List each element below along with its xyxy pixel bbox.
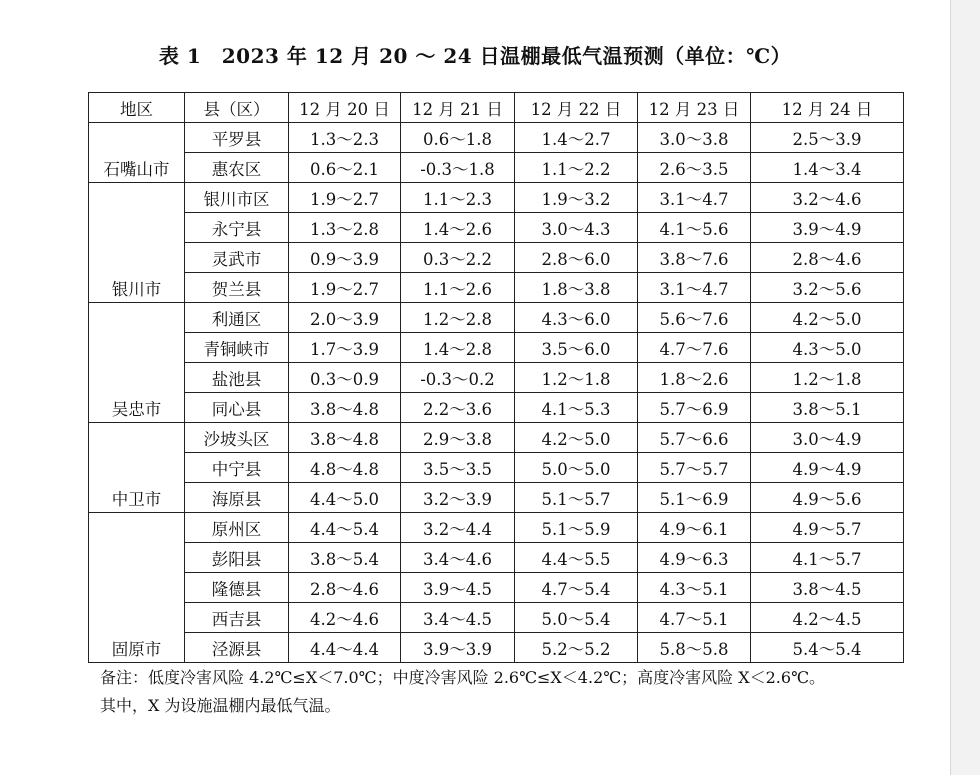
table-row [89,543,904,573]
region-name-cell: 吴忠市 [89,303,185,423]
table-row [89,243,904,273]
table-row [89,153,904,183]
county-cell: 隆德县 [185,573,289,603]
temperature-range-cell: 4.3～5.1 [638,573,751,603]
temperature-range-cell: 3.0～4.9 [751,423,904,453]
temperature-range-cell: 4.8～4.8 [289,453,401,483]
temperature-range-cell: 1.4～2.7 [515,123,638,153]
temperature-range-cell: 4.1～5.6 [638,213,751,243]
temperature-range-cell: 2.8～4.6 [751,243,904,273]
temperature-range-cell: 1.4～2.8 [401,333,515,363]
temperature-range-cell: 1.1～2.3 [401,183,515,213]
temperature-range-cell: 4.9～6.1 [638,513,751,543]
temperature-range-cell: 3.5～3.5 [401,453,515,483]
county-cell: 同心县 [185,393,289,423]
temperature-range-cell: 4.4～4.4 [289,633,401,663]
temperature-range-cell: 4.4～5.5 [515,543,638,573]
table-title: 表 1 2023 年 12 月 20 ～ 24 日温棚最低气温预测（单位：℃） [158,44,792,68]
table-row [89,633,904,663]
temperature-range-cell: 3.0～4.3 [515,213,638,243]
table-row [89,213,904,243]
table-row [89,513,904,543]
temperature-range-cell: 2.5～3.9 [751,123,904,153]
temperature-range-cell: 5.8～5.8 [638,633,751,663]
temperature-range-cell: 3.4～4.5 [401,603,515,633]
county-cell: 青铜峡市 [185,333,289,363]
temperature-range-cell: 4.4～5.4 [289,513,401,543]
county-cell: 永宁县 [185,213,289,243]
county-cell: 惠农区 [185,153,289,183]
temperature-range-cell: 4.3～5.0 [751,333,904,363]
header-dec22: 12 月 22 日 [515,93,638,123]
temperature-range-cell: 1.3～2.8 [289,213,401,243]
county-cell: 平罗县 [185,123,289,153]
temperature-range-cell: 3.9～4.5 [401,573,515,603]
header-row [89,93,904,123]
temperature-range-cell: 3.9～3.9 [401,633,515,663]
table-row [89,393,904,423]
header-dec20: 12 月 20 日 [289,93,401,123]
temperature-range-cell: 2.9～3.8 [401,423,515,453]
temperature-range-cell: 3.2～4.4 [401,513,515,543]
county-cell: 西吉县 [185,603,289,633]
temperature-range-cell: 3.8～5.4 [289,543,401,573]
temperature-range-cell: 5.0～5.0 [515,453,638,483]
county-cell: 贺兰县 [185,273,289,303]
county-cell: 利通区 [185,303,289,333]
temperature-range-cell: 2.6～3.5 [638,153,751,183]
table-row [89,483,904,513]
temperature-range-cell: 3.8～4.8 [289,393,401,423]
header-region: 地区 [89,93,185,123]
temperature-range-cell: 4.4～5.0 [289,483,401,513]
temperature-range-cell: 3.8～5.1 [751,393,904,423]
temperature-range-cell: 3.0～3.8 [638,123,751,153]
temperature-range-cell: 3.1～4.7 [638,183,751,213]
temperature-range-cell: 0.6～2.1 [289,153,401,183]
temperature-range-cell: 3.4～4.6 [401,543,515,573]
temperature-range-cell: 1.2～1.8 [515,363,638,393]
header-dec23: 12 月 23 日 [638,93,751,123]
temperature-range-cell: 2.8～6.0 [515,243,638,273]
temperature-range-cell: 4.2～4.5 [751,603,904,633]
region-name-cell: 石嘴山市 [89,123,185,183]
temperature-range-cell: 4.2～4.6 [289,603,401,633]
temperature-range-cell: 5.0～5.4 [515,603,638,633]
temperature-range-cell: 5.7～6.9 [638,393,751,423]
temperature-range-cell: 3.2～4.6 [751,183,904,213]
table-row [89,573,904,603]
temperature-range-cell: 5.7～6.6 [638,423,751,453]
note-risk-levels: 备注：低度冷害风险 4.2℃≤X＜7.0℃；中度冷害风险 2.6℃≤X＜4.2℃；高度冷害风险 X＜2.6℃。 [100,668,825,687]
temperature-range-cell: -0.3～1.8 [401,153,515,183]
temperature-range-cell: 3.8～7.6 [638,243,751,273]
header-dec24: 12 月 24 日 [751,93,904,123]
temperature-range-cell: 2.0～3.9 [289,303,401,333]
temperature-range-cell: 1.4～2.6 [401,213,515,243]
temperature-range-cell: 1.7～3.9 [289,333,401,363]
table-body [89,123,904,663]
temperature-range-cell: 4.2～5.0 [751,303,904,333]
temperature-range-cell: 2.2～3.6 [401,393,515,423]
county-cell: 盐池县 [185,363,289,393]
temperature-range-cell: 4.2～5.0 [515,423,638,453]
table-row [89,363,904,393]
temperature-range-cell: 0.9～3.9 [289,243,401,273]
county-cell: 银川市区 [185,183,289,213]
temperature-range-cell: 1.8～2.6 [638,363,751,393]
region-name-cell: 固原市 [89,513,185,663]
header-county: 县（区） [185,93,289,123]
temperature-range-cell: 1.9～2.7 [289,273,401,303]
temperature-range-cell: 3.8～4.8 [289,423,401,453]
temperature-range-cell: 4.9～6.3 [638,543,751,573]
temperature-range-cell: -0.3～0.2 [401,363,515,393]
temperature-forecast-table [88,92,904,663]
county-cell: 中宁县 [185,453,289,483]
temperature-range-cell: 0.3～0.9 [289,363,401,393]
temperature-range-cell: 1.2～2.8 [401,303,515,333]
temperature-range-cell: 4.7～5.1 [638,603,751,633]
county-cell: 泾源县 [185,633,289,663]
temperature-range-cell: 2.8～4.6 [289,573,401,603]
temperature-range-cell: 5.2～5.2 [515,633,638,663]
table-row [89,273,904,303]
region-name-cell: 中卫市 [89,423,185,513]
temperature-range-cell: 5.1～5.9 [515,513,638,543]
temperature-range-cell: 0.6～1.8 [401,123,515,153]
temperature-range-cell: 1.9～2.7 [289,183,401,213]
region-name-cell: 银川市 [89,183,185,303]
temperature-range-cell: 1.3～2.3 [289,123,401,153]
temperature-range-cell: 3.8～4.5 [751,573,904,603]
temperature-range-cell: 1.4～3.4 [751,153,904,183]
temperature-range-cell: 1.1～2.6 [401,273,515,303]
table-row [89,333,904,363]
table-row [89,123,904,153]
notes [100,664,900,720]
temperature-range-cell: 4.1～5.3 [515,393,638,423]
table-row [89,603,904,633]
temperature-range-cell: 3.5～6.0 [515,333,638,363]
county-cell: 沙坡头区 [185,423,289,453]
temperature-range-cell: 4.9～5.7 [751,513,904,543]
temperature-range-cell: 1.2～1.8 [751,363,904,393]
note-x-definition: 其中，X 为设施温棚内最低气温。 [100,696,341,715]
temperature-range-cell: 5.1～6.9 [638,483,751,513]
temperature-range-cell: 4.7～5.4 [515,573,638,603]
header-dec21: 12 月 21 日 [401,93,515,123]
temperature-range-cell: 0.3～2.2 [401,243,515,273]
table-row [89,423,904,453]
county-cell: 海原县 [185,483,289,513]
county-cell: 彭阳县 [185,543,289,573]
temperature-range-cell: 4.9～4.9 [751,453,904,483]
page-right-edge [950,0,980,775]
temperature-range-cell: 4.1～5.7 [751,543,904,573]
table-row [89,303,904,333]
temperature-range-cell: 5.7～5.7 [638,453,751,483]
table-row [89,453,904,483]
temperature-range-cell: 3.1～4.7 [638,273,751,303]
temperature-range-cell: 5.4～5.4 [751,633,904,663]
temperature-range-cell: 1.8～3.8 [515,273,638,303]
county-cell: 灵武市 [185,243,289,273]
temperature-range-cell: 4.9～5.6 [751,483,904,513]
temperature-range-cell: 4.3～6.0 [515,303,638,333]
temperature-range-cell: 5.1～5.7 [515,483,638,513]
county-cell: 原州区 [185,513,289,543]
temperature-range-cell: 3.2～5.6 [751,273,904,303]
table-row [89,183,904,213]
temperature-range-cell: 1.1～2.2 [515,153,638,183]
temperature-range-cell: 4.7～7.6 [638,333,751,363]
temperature-range-cell: 5.6～7.6 [638,303,751,333]
temperature-range-cell: 3.9～4.9 [751,213,904,243]
temperature-range-cell: 1.9～3.2 [515,183,638,213]
temperature-range-cell: 3.2～3.9 [401,483,515,513]
